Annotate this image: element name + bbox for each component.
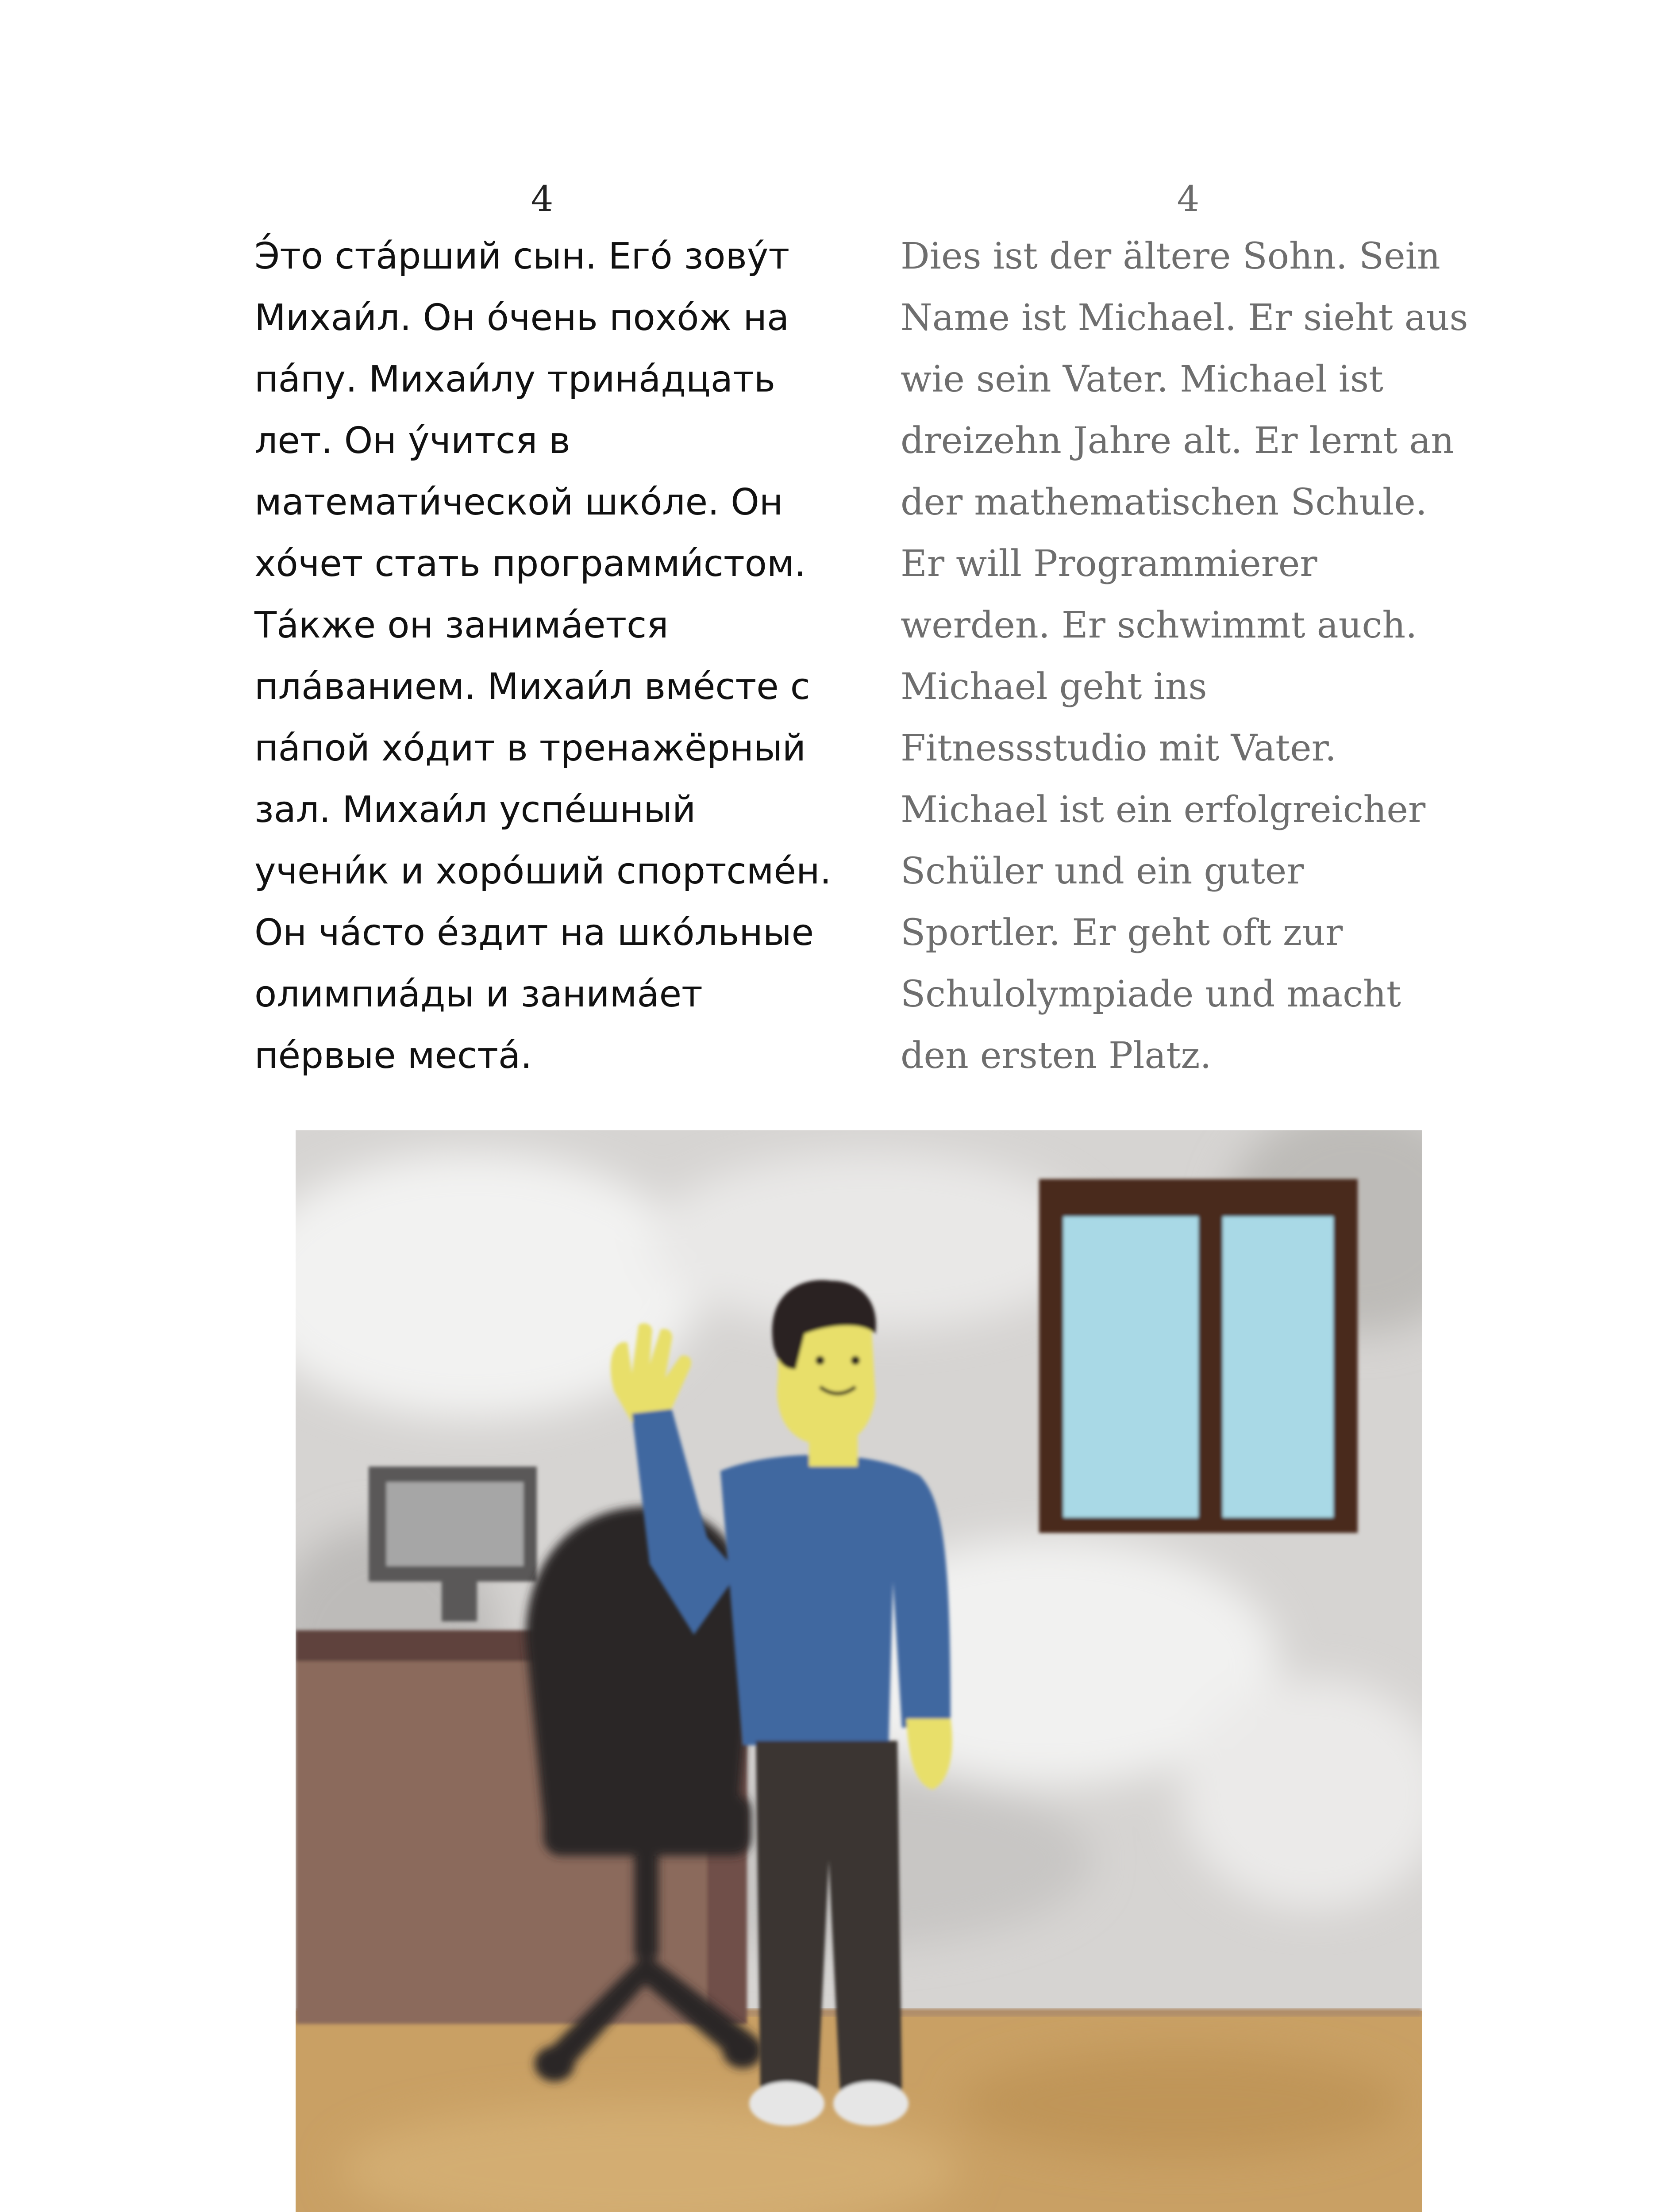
russian-text-line: Михаи́л. Он о́чень похо́ж на <box>254 297 789 339</box>
russian-text-line: Он ча́сто е́здит на шко́льные <box>254 912 814 954</box>
russian-text-line: олимпиа́ды и занима́ет <box>254 973 703 1015</box>
german-text-line: werden. Er schwimmt auch. <box>901 604 1417 646</box>
russian-text-line: математи́ческой шко́ле. Он <box>254 481 783 523</box>
german-text-line: dreizehn Jahre alt. Er lernt an <box>901 420 1455 462</box>
german-text-line: Name ist Michael. Er sieht aus <box>901 297 1468 339</box>
russian-text-line: лет. Он у́чится в <box>254 420 570 462</box>
german-text-line: Michael geht ins <box>901 666 1207 708</box>
german-text-line: Michael ist ein erfolgreicher <box>901 789 1426 831</box>
window <box>1039 1179 1358 1533</box>
russian-text-line: учени́к и хоро́ший спортсме́н. <box>254 850 832 892</box>
russian-text-line: Э́то ста́рший сын. Его́ зову́т <box>254 235 790 277</box>
german-text-line: Fitnessstudio mit Vater. <box>901 727 1336 769</box>
german-text-column <box>901 178 1520 1087</box>
german-text-line: Sportler. Er geht oft zur <box>901 912 1343 954</box>
russian-text-line: Та́кже он занима́ется <box>254 604 669 646</box>
russian-text-column <box>254 178 874 1087</box>
german-text-line: wie sein Vater. Michael ist <box>901 358 1383 400</box>
german-chapter-number: 4 <box>1177 178 1200 219</box>
german-text-line: Schulolympiade und macht <box>901 973 1401 1015</box>
german-text-line: Dies ist der ältere Sohn. Sein <box>901 235 1440 277</box>
russian-text-line: па́пой хо́дит в тренажёрный <box>254 727 806 769</box>
german-text-line: Er will Programmierer <box>901 543 1317 585</box>
german-text-line: Schüler und ein guter <box>901 850 1304 892</box>
russian-text-line: зал. Михаи́л успе́шный <box>254 789 696 831</box>
russian-text-line: па́пу. Михаи́лу трина́дцать <box>254 358 776 400</box>
german-text-line: der mathematischen Schule. <box>901 481 1427 523</box>
russian-text-line: хо́чет стать программи́стом. <box>254 543 806 585</box>
german-text-line: den ersten Platz. <box>901 1035 1212 1077</box>
russian-text-line: пла́ванием. Михаи́л вме́сте с <box>254 666 810 708</box>
russian-text-line: пе́рвые места́. <box>254 1035 532 1077</box>
illustration-boy-waving <box>296 1130 1422 2212</box>
russian-chapter-number: 4 <box>531 178 554 219</box>
